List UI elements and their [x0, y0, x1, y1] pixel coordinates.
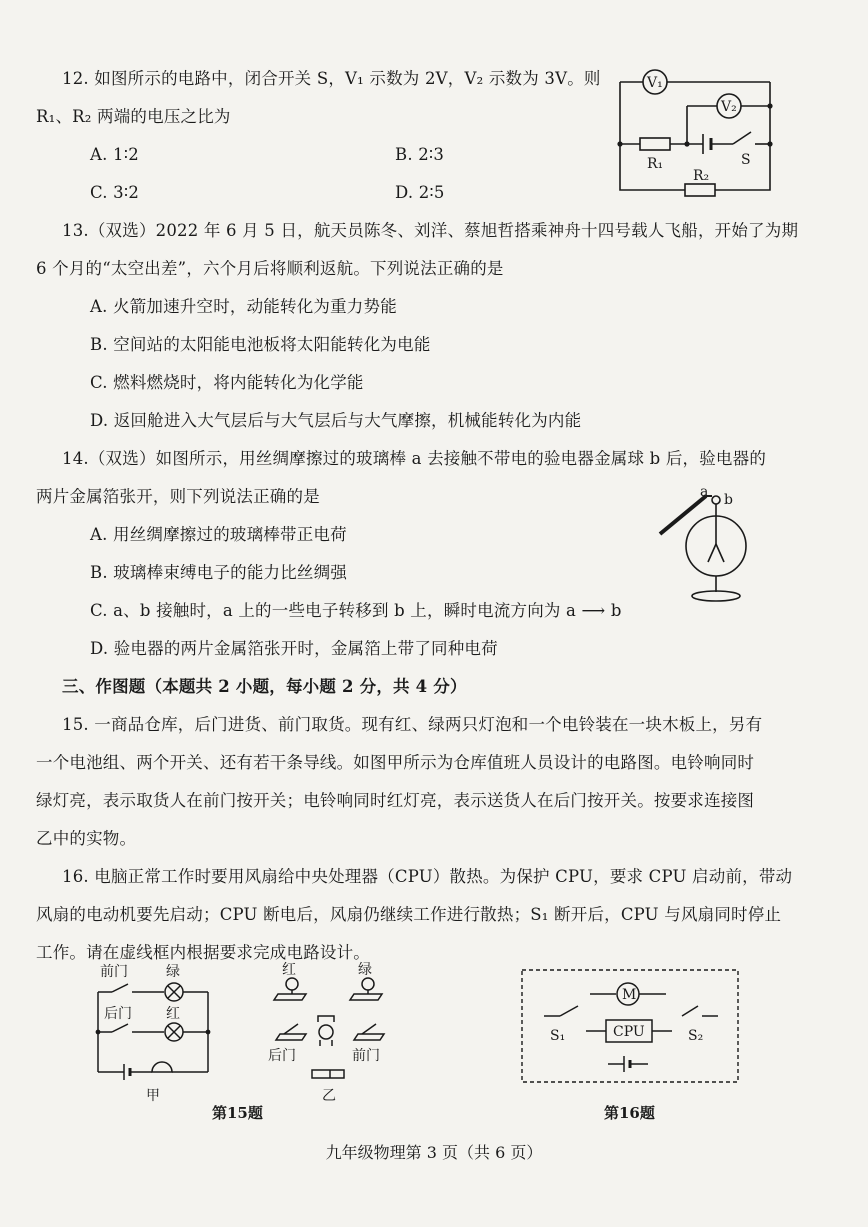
section-3-heading: 三、作图题（本题共 2 小题，每小题 2 分，共 4 分） [62, 677, 467, 696]
fig15-yi-label-red: 红 [282, 962, 296, 978]
q12-label-r2: R₂ [693, 168, 710, 184]
q15-line-3: 绿灯亮，表示取货人在前门按开关；电铃响同时红灯亮，表示送货人在后门按开关。按要求连接图 [36, 791, 755, 810]
q12-label-r1: R₁ [647, 156, 664, 172]
q12-option-a: A. 1∶2 [90, 145, 139, 164]
fig15-jia-circuit [90, 960, 220, 1105]
q13-option-b: B. 空间站的太阳能电池板将太阳能转化为电能 [90, 335, 431, 354]
q12-line-1: 12. 如图所示的电路中，闭合开关 S，V₁ 示数为 2V，V₂ 示数为 3V。则 [62, 69, 601, 88]
q14-option-b: B. 玻璃棒束缚电子的能力比丝绸强 [90, 563, 348, 582]
q14-line-1: 14.（双选）如图所示，用丝绸摩擦过的玻璃棒 a 去接触不带电的验电器金属球 b 后，验电器的 [62, 449, 767, 468]
q12-label-v1: V₁ [647, 75, 663, 91]
q14-label-a: a [700, 484, 709, 500]
q16-line-3: 工作。请在虚线框内根据要求完成电路设计。 [36, 943, 370, 962]
q16-line-1: 16. 电脑正常工作时要用风扇给中央处理器（CPU）散热。为保护 CPU，要求 CPU 启动前，带动 [62, 867, 793, 886]
page-footer: 九年级物理第 3 页（共 6 页） [325, 1143, 543, 1162]
q12-line-2: R₁、R₂ 两端的电压之比为 [36, 107, 231, 126]
q12-label-v2: V₂ [721, 99, 737, 115]
q15-line-1: 15. 一商品仓库，后门进货、前门取货。现有红、绿两只灯泡和一个电铃装在一块木板上，另有 [62, 715, 763, 734]
fig15-yi-label-front: 前门 [352, 1048, 380, 1064]
fig15-jia-label-green: 绿 [166, 964, 180, 980]
q12-option-b: B. 2∶3 [395, 145, 445, 164]
q14-option-d: D. 验电器的两片金属箔张开时，金属箔上带了同种电荷 [90, 639, 498, 658]
fig15-jia-label-red: 红 [166, 1006, 180, 1022]
q14-option-c: C. a、b 接触时，a 上的一些电子转移到 b 上，瞬时电流方向为 a ⟶ b [90, 601, 622, 620]
q13-option-a: A. 火箭加速升空时，动能转化为重力势能 [90, 297, 397, 316]
q14-label-b: b [724, 492, 733, 508]
fig16-label-cpu: CPU [613, 1024, 645, 1040]
fig16-label-s1: S₁ [550, 1028, 566, 1044]
q14-option-a: A. 用丝绸摩擦过的玻璃棒带正电荷 [90, 525, 347, 544]
q13-line-1: 13.（双选）2022 年 6 月 5 日，航天员陈冬、刘洋、蔡旭哲搭乘神舟十四号载人飞船，开始了为期 [62, 221, 799, 240]
q15-line-2: 一个电池组、两个开关、还有若干条导线。如图甲所示为仓库值班人员设计的电路图。电铃响同时 [36, 753, 755, 772]
fig16-label-s2: S₂ [688, 1028, 704, 1044]
fig15-yi-label-green: 绿 [358, 962, 372, 978]
fig15-jia-label-front: 前门 [100, 964, 128, 980]
fig16-label-m: M [622, 987, 637, 1003]
q13-option-d: D. 返回舱进入大气层后与大气层后与大气摩擦，机械能转化为内能 [90, 411, 582, 430]
q16-line-2: 风扇的电动机要先启动；CPU 断电后，风扇仍继续工作进行散热；S₁ 断开后，CPU 与风扇同时停止 [36, 905, 782, 924]
q12-circuit-figure [605, 60, 785, 200]
q13-option-c: C. 燃料燃烧时，将内能转化为化学能 [90, 373, 364, 392]
fig15-jia-label-name: 甲 [146, 1088, 160, 1104]
q13-line-2: 6 个月的“太空出差”，六个月后将顺利返航。下列说法正确的是 [36, 259, 504, 278]
fig16-caption: 第16题 [604, 1104, 655, 1122]
fig15-caption: 第15题 [212, 1104, 263, 1122]
q12-option-c: C. 3∶2 [90, 183, 140, 202]
fig15-jia-label-back: 后门 [104, 1006, 132, 1022]
q14-line-2: 两片金属箔张开，则下列说法正确的是 [36, 487, 320, 506]
q14-electroscope-figure [650, 482, 760, 612]
fig15-yi-label-name: 乙 [322, 1088, 336, 1104]
q15-line-4: 乙中的实物。 [36, 829, 137, 848]
fig16-design-box [520, 968, 742, 1086]
fig15-yi-components [262, 960, 402, 1105]
fig15-yi-label-back: 后门 [268, 1048, 296, 1064]
q12-label-s: S [741, 152, 751, 168]
q12-option-d: D. 2∶5 [395, 183, 445, 202]
